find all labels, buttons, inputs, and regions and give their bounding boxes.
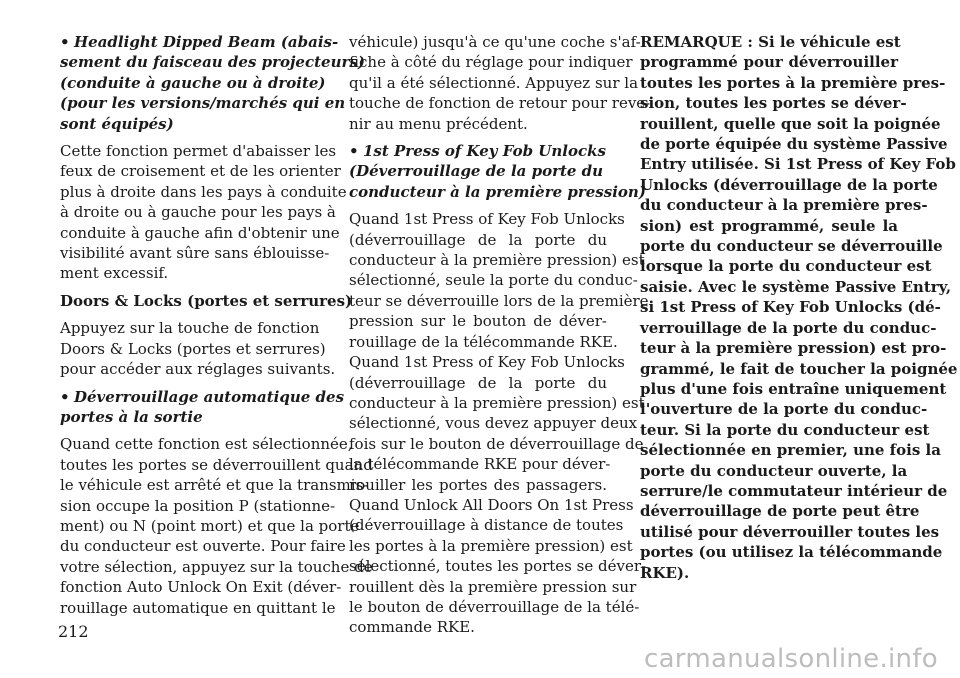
line-text: (déverrouillage de la porte du — [349, 230, 607, 249]
line-text: teur. Si la porte du conducteur est — [640, 420, 930, 439]
text-line — [60, 291, 353, 311]
text-line — [640, 32, 901, 52]
text-line — [60, 73, 326, 93]
text-line — [640, 440, 941, 460]
line-text: grammé, le fait de toucher la poignée — [640, 359, 958, 378]
line-text: si 1st Press of Key Fob Unlocks (dé- — [640, 298, 941, 317]
line-text: rouillage de la télécommande RKE. — [349, 332, 618, 351]
text-line — [349, 495, 634, 515]
text-line — [349, 617, 607, 637]
line-text: à droite ou à gauche pour les pays à — [60, 203, 336, 222]
column-left — [60, 32, 373, 618]
text-line — [349, 413, 638, 433]
text-line — [60, 243, 330, 263]
text-line — [60, 202, 336, 222]
line-text: Unlocks (déverrouillage de la porte — [640, 175, 938, 194]
line-text: rouillent, quelle que soit la poignée — [640, 114, 941, 133]
line-text: saisie. Avec le système Passive Entry, — [640, 277, 952, 296]
line-text: Appuyez sur la touche de fonction — [60, 319, 320, 338]
text-line — [640, 379, 947, 399]
text-line — [640, 338, 947, 358]
line-text: verrouillage de la porte du conduc- — [640, 318, 937, 337]
text-line — [349, 434, 644, 454]
paragraph-gap — [349, 202, 607, 209]
text-line — [60, 516, 360, 536]
text-line — [349, 311, 607, 331]
line-text: Déverrouillage automatique des — [74, 387, 345, 406]
line-text: (Déverrouillage de la porte du — [349, 162, 604, 181]
text-line — [640, 277, 952, 297]
line-text: Quand Unlock All Doors On 1st Press — [349, 495, 634, 514]
line-text: qu'il a été sélectionné. Appuyez sur la — [349, 73, 639, 92]
text-line — [60, 455, 373, 475]
line-text: ment excessif. — [60, 264, 169, 283]
text-line — [349, 577, 637, 597]
line-text: Quand 1st Press of Key Fob Unlocks — [349, 210, 625, 229]
line-text: pression sur le bouton de déver- — [349, 312, 607, 331]
line-text: conducteur à la première pression) — [349, 182, 646, 201]
line-text: visibilité avant sûre sans éblouisse- — [60, 244, 330, 263]
paragraph-gap — [349, 134, 607, 141]
line-text: Quand 1st Press of Key Fob Unlocks — [349, 353, 625, 372]
line-text: porte du conducteur se déverrouille — [640, 237, 943, 256]
line-text: plus à droite dans les pays à conduite — [60, 182, 347, 201]
line-text: toutes les portes à la première pres- — [640, 73, 946, 92]
line-text: touche de fonction de retour pour reve- — [349, 94, 651, 113]
text-line — [60, 263, 318, 283]
text-line — [349, 230, 607, 250]
text-line — [349, 556, 647, 576]
line-text: Doors & Locks (portes et serrures) — [60, 339, 326, 358]
column-middle — [349, 32, 651, 638]
text-line — [640, 542, 943, 562]
text-line — [60, 52, 365, 72]
line-text: du conducteur est ouverte. Pour faire — [60, 537, 346, 556]
line-text: Doors & Locks (portes et serrures) — [60, 291, 353, 310]
line-text: pour accéder aux réglages suivants. — [60, 360, 336, 379]
text-line — [640, 318, 937, 338]
line-text: serrure/le commutateur intérieur de — [640, 481, 948, 500]
text-line — [640, 501, 920, 521]
line-text: programmé pour déverrouiller — [640, 53, 898, 72]
line-text: fois sur le bouton de déverrouillage de — [349, 434, 644, 453]
text-line — [349, 475, 607, 495]
text-line — [349, 393, 645, 413]
paragraph-gap — [60, 427, 318, 434]
paragraph-gap — [60, 284, 318, 291]
line-text: véhicule) jusqu'à ce qu'une coche s'af- — [349, 33, 641, 51]
line-text: conducteur à la première pression) est — [349, 393, 645, 412]
text-line — [349, 352, 625, 372]
text-line — [60, 223, 340, 243]
bullet-icon: • — [60, 387, 70, 406]
line-text: la télécommande RKE pour déver- — [349, 455, 611, 474]
line-text: RKE). — [640, 563, 690, 582]
line-text: déverrouillage de porte peut être — [640, 502, 920, 521]
text-line — [640, 134, 948, 154]
text-line — [60, 387, 345, 407]
line-text: conduite à gauche afin d'obtenir une — [60, 223, 340, 242]
text-line — [60, 318, 318, 338]
text-line — [640, 114, 941, 134]
text-line — [60, 407, 318, 427]
text-line — [60, 598, 336, 618]
line-text: utilisé pour déverrouiller toutes les — [640, 522, 940, 541]
line-text: sement du faisceau des projecteurs) — [60, 53, 365, 72]
line-text: les portes à la première pression) est — [349, 536, 633, 555]
text-line — [349, 597, 640, 617]
text-line — [349, 291, 649, 311]
text-line — [349, 161, 607, 181]
line-text: lorsque la porte du conducteur est — [640, 257, 932, 276]
line-text: rouiller les portes des passagers. — [349, 475, 607, 494]
text-line — [640, 481, 948, 501]
column-right — [640, 32, 958, 583]
line-text: rouillage automatique en quittant le — [60, 598, 336, 617]
text-line — [640, 73, 946, 93]
text-line — [349, 141, 607, 161]
line-text: sion, toutes les portes se déver- — [640, 94, 907, 113]
paragraph-gap — [60, 311, 318, 318]
watermark: carmanualsonline.info — [643, 644, 938, 674]
line-text: toutes les portes se déverrouillent quand — [60, 455, 373, 474]
text-line — [640, 420, 930, 440]
text-line — [349, 73, 639, 93]
text-line — [349, 114, 607, 134]
line-text: (pour les versions/marchés qui en — [60, 94, 346, 113]
text-line — [60, 32, 339, 52]
line-text: du conducteur à la première pres- — [640, 196, 928, 215]
text-line — [349, 270, 638, 290]
text-line — [60, 93, 346, 113]
text-line — [349, 32, 641, 52]
line-text: sélectionné, vous devez appuyer deux — [349, 414, 638, 433]
line-text: le bouton de déverrouillage de la télé- — [349, 597, 640, 616]
text-line — [60, 359, 336, 379]
text-line — [349, 250, 645, 270]
text-line — [349, 454, 611, 474]
page-number: 212 — [58, 622, 89, 641]
text-line — [60, 577, 342, 597]
text-line — [640, 175, 938, 195]
paragraph-gap — [60, 380, 318, 387]
text-line — [640, 297, 941, 317]
text-line — [60, 182, 347, 202]
text-line — [640, 154, 956, 174]
line-text: Quand cette fonction est sélectionnée, — [60, 435, 353, 454]
paragraph-gap — [60, 134, 318, 141]
text-line — [640, 195, 928, 215]
line-text: conducteur à la première pression) est — [349, 251, 645, 270]
text-line — [640, 522, 940, 542]
text-line — [60, 434, 353, 454]
line-text: de porte équipée du système Passive — [640, 135, 948, 154]
bullet-icon: • — [349, 142, 359, 161]
text-line — [60, 339, 326, 359]
text-line — [349, 182, 646, 202]
line-text: commande RKE. — [349, 618, 475, 637]
text-line — [60, 496, 336, 516]
line-text: Cette fonction permet d'abaisser les — [60, 142, 337, 161]
text-line — [60, 114, 318, 134]
line-text: Entry utilisée. Si 1st Press of Key Fob — [640, 155, 956, 174]
line-text: sont équipés) — [60, 114, 174, 133]
text-line — [60, 141, 337, 161]
line-text: porte du conducteur ouverte, la — [640, 461, 908, 480]
line-text: portes (ou utilisez la télécommande — [640, 543, 943, 562]
text-line — [640, 563, 898, 583]
line-text: teur à la première pression) est pro- — [640, 339, 947, 358]
line-text: ment) ou N (point mort) et que la porte — [60, 516, 360, 535]
text-line — [349, 536, 633, 556]
text-line — [349, 52, 633, 72]
line-text: (déverrouillage à distance de toutes — [349, 516, 624, 535]
line-text: nir au menu précédent. — [349, 114, 528, 133]
line-text: l'ouverture de la porte du conduc- — [640, 400, 928, 419]
text-line — [640, 359, 958, 379]
text-line — [349, 209, 625, 229]
line-text: fiche à côté du réglage pour indiquer — [349, 53, 633, 72]
text-line — [640, 236, 943, 256]
text-line — [349, 373, 607, 393]
text-line — [60, 161, 341, 181]
text-line — [349, 515, 624, 535]
line-text: Headlight Dipped Beam (abais- — [74, 33, 339, 51]
line-text: le véhicule est arrêté et que la transmis- — [60, 476, 369, 495]
text-line — [60, 536, 346, 556]
line-text: sélectionné, toutes les portes se déver- — [349, 557, 647, 576]
text-line — [640, 93, 907, 113]
line-text: teur se déverrouille lors de la première — [349, 291, 649, 310]
line-text: sion occupe la position P (stationne- — [60, 496, 336, 515]
line-text: sion) est programmé, seule la — [640, 216, 898, 235]
line-text: sélectionné, seule la porte du conduc- — [349, 271, 638, 290]
text-line — [60, 557, 373, 577]
text-line — [349, 93, 651, 113]
line-text: portes à la sortie — [60, 407, 203, 426]
line-text: 1st Press of Key Fob Unlocks — [363, 142, 606, 161]
line-text: (conduite à gauche ou à droite) — [60, 73, 326, 92]
bullet-icon: • — [60, 33, 70, 51]
line-text: REMARQUE : Si le véhicule est — [640, 33, 901, 51]
line-text: fonction Auto Unlock On Exit (déver- — [60, 578, 342, 597]
text-line — [640, 461, 908, 481]
text-line — [60, 475, 369, 495]
line-text: (déverrouillage de la porte du — [349, 373, 607, 392]
text-line — [640, 256, 932, 276]
text-line — [640, 52, 898, 72]
text-line — [349, 332, 618, 352]
line-text: feux de croisement et de les orienter — [60, 162, 341, 181]
line-text: votre sélection, appuyez sur la touche de — [60, 557, 373, 576]
line-text: sélectionnée en premier, une fois la — [640, 441, 941, 460]
line-text: plus d'une fois entraîne uniquement — [640, 379, 947, 398]
text-line — [640, 399, 928, 419]
line-text: rouillent dès la première pression sur — [349, 577, 637, 596]
text-line — [640, 216, 898, 236]
